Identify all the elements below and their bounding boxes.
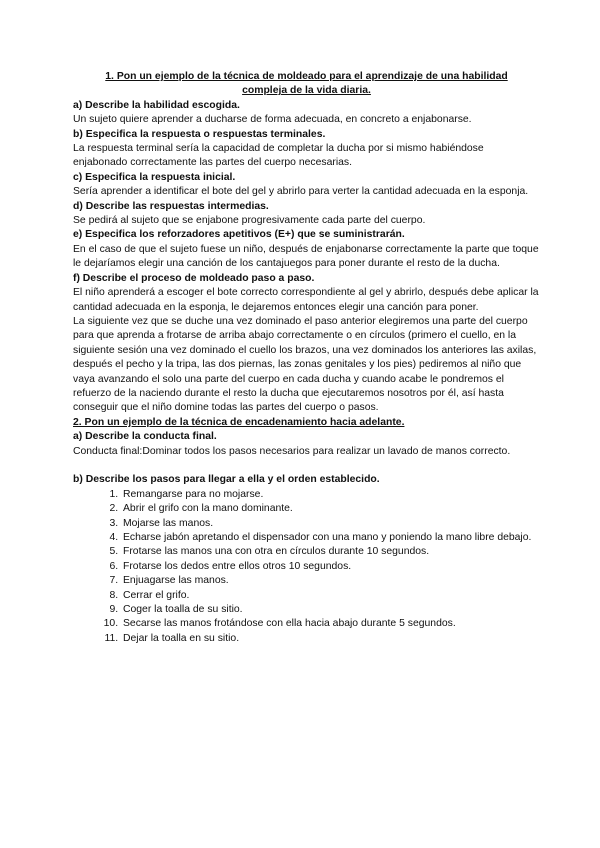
answer-1f-paragraph-1: El niño aprenderá a escoger el bote correcto correspondiente al gel y abrirlo, después debe aplicar la cantidad adecuada en la esponja, le dejaremos entonces elegir una canción para poner. <box>73 287 539 313</box>
list-item: 2. Abrir el grifo con la mano dominante. <box>121 502 540 516</box>
list-item: 5. Frotarse las manos una con otra en círculos durante 10 segundos. <box>121 545 540 559</box>
blank-line <box>73 459 540 473</box>
question-1e: e) Especifica los reforzadores apetitivos (E+) que se suministrarán. <box>73 229 405 241</box>
question-1a: a) Describe la habilidad escogida. <box>73 99 240 111</box>
steps-list <box>73 488 540 646</box>
question-2b: b) Describe los pasos para llegar a ella y el orden establecido. <box>73 474 380 486</box>
question-2a: a) Describe la conducta final. <box>73 431 217 443</box>
list-item: 11. Dejar la toalla en su sitio. <box>121 632 540 646</box>
answer-2a: Conducta final:Dominar todos los pasos necesarios para realizar un lavado de manos correcto. <box>73 445 511 457</box>
list-item: 1. Remangarse para no mojarse. <box>121 488 540 502</box>
question-1f: f) Describe el proceso de moldeado paso a paso. <box>73 272 315 284</box>
answer-1e: En el caso de que el sujeto fuese un niño, después de enjabonarse correctamente la parte que toque le dejaríamos elegir una canción de los cantajuegos para poner durante el resto de la ducha. <box>73 243 539 270</box>
list-item: 9. Coger la toalla de su sitio. <box>121 603 540 617</box>
answer-1b: La respuesta terminal sería la capacidad de completar la ducha por si mismo habiéndose enjabonado correctamente las partes del cuerpo necesarias. <box>73 143 484 169</box>
section-2-title: 2. Pon un ejemplo de la técnica de encadenamiento hacia adelante. <box>73 416 405 428</box>
answer-1a: Un sujeto quiere aprender a ducharse de forma adecuada, en concreto a enjabonarse. <box>73 114 472 126</box>
answer-1c: Sería aprender a identificar el bote del gel y abrirlo para verter la cantidad adecuada en la esponja. <box>73 186 529 198</box>
list-item: 3. Mojarse las manos. <box>121 517 540 531</box>
list-item: 4. Echarse jabón apretando el dispensador con una mano y poniendo la mano libre debajo. <box>121 531 540 545</box>
list-item: 6. Frotarse los dedos entre ellos otros 10 segundos. <box>121 560 540 574</box>
list-item: 8. Cerrar el grifo. <box>121 589 540 603</box>
list-item: 7. Enjuagarse las manos. <box>121 574 540 588</box>
list-item: 10. Secarse las manos frotándose con ella hacia abajo durante 5 segundos. <box>121 617 540 631</box>
answer-1f-paragraph-2: La siguiente vez que se duche una vez dominado el paso anterior elegiremos una parte del cuerpo para que aprenda a frotarse de arriba abajo correctamente o en círculos (primero el cuello, en la siguiente sesión una vez dominado el cuello los brazos, una vez dominados los anteriores las axilas, después el pecho y la tripa, las dos piernas, las zonas genitales y los pies) pediremos al niño que vaya avanzando el solo una parte del cuerpo en cada ducha y cuando acabe le pondremos el refuerzo de la naciendo durante el resto la ducha que ejecutaremos nosotros por él, así hasta conseguir que el niño domine todas las partes del cuerpo o pasos. <box>73 315 537 414</box>
question-1c: c) Especifica la respuesta inicial. <box>73 171 236 183</box>
document-title: 1. Pon un ejemplo de la técnica de moldeado para el aprendizaje de una habilidad compleja de la vida diaria. <box>105 71 508 97</box>
question-1b: b) Especifica la respuesta o respuestas terminales. <box>73 128 326 140</box>
answer-1d: Se pedirá al sujeto que se enjabone progresivamente cada parte del cuerpo. <box>73 215 426 227</box>
question-1d: d) Describe las respuestas intermedias. <box>73 200 269 212</box>
